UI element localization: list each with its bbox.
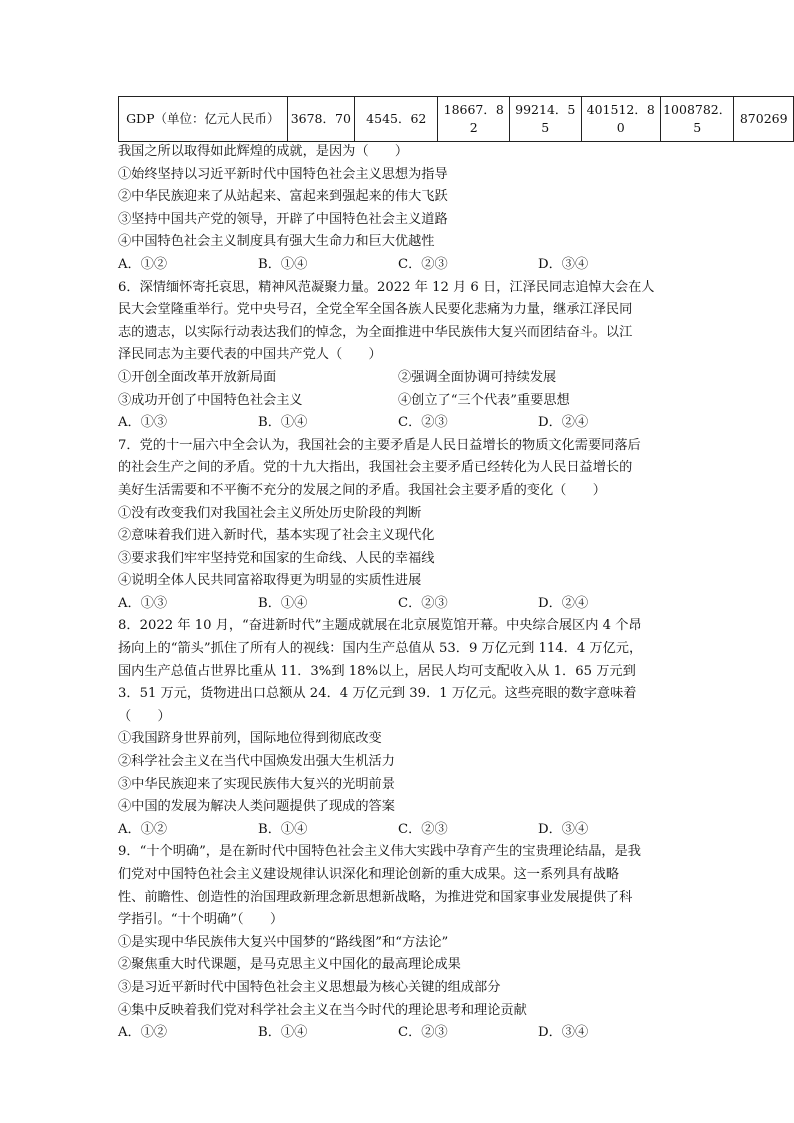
- question-stem-line: 美好生活需要和不平衡不充分的发展之间的矛盾。我国社会主要矛盾的变化（ ）: [118, 482, 606, 498]
- option-c: C．②③: [398, 415, 448, 431]
- statement-pair: [118, 367, 678, 390]
- gdp-value-cell: 3678．70: [287, 97, 355, 142]
- gdp-label-cell: GDP（单位：亿元人民币）: [119, 97, 288, 142]
- question-stem-line: 6．深情缅怀寄托哀思，精神风范凝聚力量。2022 年 12 月 6 日，江泽民同志追悼大会在人: [118, 279, 655, 295]
- statement-item: ①我国跻身世界前列，国际地位得到彻底改变: [118, 731, 382, 747]
- gdp-value-cell: 401512．80: [581, 97, 660, 142]
- question-content: [118, 141, 678, 1045]
- question-stem-line: （ ）: [118, 708, 171, 724]
- statement-item: ①是实现中华民族伟大复兴中国梦的“路线图”和“方法论”: [118, 934, 449, 950]
- statement-item: ②聚焦重大时代课题，是马克思主义中国化的最高理论成果: [118, 957, 461, 973]
- answer-options: [118, 1022, 678, 1045]
- gdp-row: [119, 97, 794, 142]
- question-stem-line: 国内生产总值占世界比重从 11．3%到 18%以上，居民人均可支配收入从 1．65 万元到: [118, 663, 636, 679]
- statement-item: ④集中反映着我们党对科学社会主义在当今时代的理论思考和理论贡献: [118, 1002, 527, 1018]
- statement-pair: [118, 390, 678, 413]
- question-stem-line: 性、前瞻性、创造性的治国理政新理念新思想新战略，为推进党和国家事业发展提供了科: [118, 889, 633, 905]
- option-c: C．②③: [398, 256, 448, 272]
- option-a: A．①③: [118, 415, 168, 431]
- answer-options: [118, 412, 678, 435]
- statement-item: ④说明全体人民共同富裕取得更为明显的实质性进展: [118, 573, 422, 589]
- statement-item: ③要求我们牢牢坚持党和国家的生命线、人民的幸福线: [118, 550, 435, 566]
- option-b: B．①④: [258, 415, 308, 431]
- question-stem: 我国之所以取得如此辉煌的成就，是因为（ ）: [118, 144, 409, 159]
- option-a: A．①②: [118, 821, 168, 837]
- option-b: B．①④: [258, 256, 308, 272]
- option-c: C．②③: [398, 1025, 448, 1041]
- question-stem-line: 3．51 万元，货物进出口总额从 24．4 万亿元到 39．1 万亿元。这些亮眼的数字意味着: [118, 686, 637, 702]
- statement-item: ①开创全面改革开放新局面: [118, 369, 277, 385]
- statement-item: ④中国的发展为解决人类问题提供了现成的答案: [118, 799, 395, 815]
- statement-item: ④中国特色社会主义制度具有强大生命力和巨大优越性: [118, 234, 435, 250]
- gdp-value-cell: 1008782．5: [660, 97, 733, 142]
- question-stem-line: 民大会堂隆重举行。党中央号召，全党全军全国各族人民要化悲痛为力量，继承江泽民同: [118, 302, 633, 318]
- statement-item: ①始终坚持以习近平新时代中国特色社会主义思想为指导: [118, 166, 448, 182]
- statement-item: ③中华民族迎来了实现民族伟大复兴的光明前景: [118, 776, 395, 792]
- gdp-value-cell: 4545．62: [355, 97, 438, 142]
- question-stem-line: 们党对中国特色社会主义建设规律认识深化和理论创新的重大成果。这一系列具有战略: [118, 867, 620, 882]
- option-d: D．③④: [538, 256, 589, 272]
- gdp-value-cell: 870269: [734, 97, 794, 142]
- option-d: D．②④: [538, 415, 589, 431]
- option-a: A．①③: [118, 595, 168, 611]
- question-stem-line: 学指引。“十个明确”（ ）: [118, 912, 284, 928]
- statement-item: ④创立了“三个代表”重要思想: [398, 392, 570, 408]
- gdp-table: [118, 96, 794, 142]
- option-d: D．②④: [538, 595, 589, 611]
- gdp-value-cell: 99214．55: [510, 97, 582, 142]
- question-stem-line: 7．党的十一届六中全会认为，我国社会的主要矛盾是人民日益增长的物质文化需要同落后: [118, 437, 641, 453]
- statement-item: ③坚持中国共产党的领导，开辟了中国特色社会主义道路: [118, 211, 448, 227]
- statement-item: ②中华民族迎来了从站起来、富起来到强起来的伟大飞跃: [118, 189, 448, 205]
- statement-item: ③是习近平新时代中国特色社会主义思想最为核心关键的组成部分: [118, 979, 501, 995]
- question-stem-line: 志的遗志，以实际行动表达我们的悼念，为全面推进中华民族伟大复兴而团结奋斗。以江: [118, 324, 633, 340]
- answer-options: [118, 593, 678, 616]
- statement-item: ③成功开创了中国特色社会主义: [118, 392, 303, 408]
- statement-item: ②强调全面协调可持续发展: [398, 369, 557, 385]
- gdp-value-cell: 18667．82: [438, 97, 510, 142]
- option-b: B．①④: [258, 595, 308, 611]
- option-c: C．②③: [398, 821, 448, 837]
- answer-options: [118, 254, 678, 277]
- question-stem-line: 8．2022 年 10 月，“奋进新时代”主题成就展在北京展览馆开幕。中央综合展区内 4 个昂: [118, 618, 642, 634]
- option-d: D．③④: [538, 1025, 589, 1041]
- option-a: A．①②: [118, 1025, 168, 1041]
- option-b: B．①④: [258, 821, 308, 837]
- statement-item: ②科学社会主义在当代中国焕发出强大生机活力: [118, 754, 395, 770]
- question-stem-line: 泽民同志为主要代表的中国共产党人（ ）: [118, 347, 382, 363]
- answer-options: [118, 819, 678, 842]
- question-stem-line: 的社会生产之间的矛盾。党的十九大指出，我国社会主要矛盾已经转化为人民日益增长的: [118, 460, 633, 476]
- option-d: D．③④: [538, 821, 589, 837]
- option-c: C．②③: [398, 595, 448, 611]
- statement-item: ①没有改变我们对我国社会主义所处历史阶段的判断: [118, 505, 422, 521]
- option-b: B．①④: [258, 1025, 308, 1041]
- statement-item: ②意味着我们进入新时代，基本实现了社会主义现代化: [118, 528, 435, 544]
- question-stem-line: 扬向上的“箭头”抓住了所有人的视线：国内生产总值从 53．9 万亿元到 114．4 万亿元，: [118, 641, 643, 657]
- question-stem-line: 9．“十个明确”，是在新时代中国特色社会主义伟大实践中孕育产生的宝贵理论结晶，是我: [118, 844, 641, 860]
- option-a: A．①②: [118, 256, 168, 272]
